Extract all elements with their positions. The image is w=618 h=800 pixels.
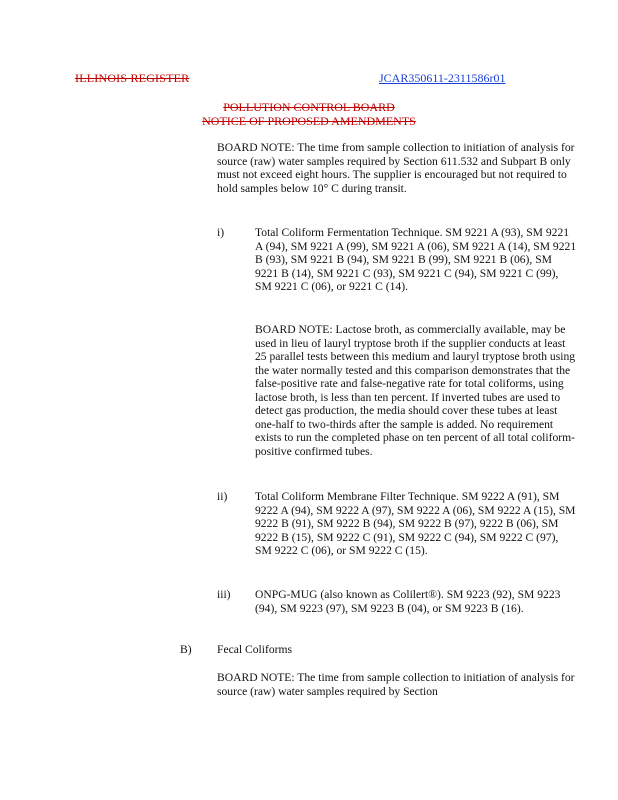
board-note-lactose-broth: BOARD NOTE: Lactose broth, as commercially available, may be used in lieu of lauryl tryptose broth if the supplier conducts at least 25 parallel tests between this medium and lauryl tryptose broth using the water normally tested and this comparison demonstrates that the false-positive rate and false-negative rate for total coliforms, using lactose broth, is less than ten percent. If inverted tubes are used to detect gas production, the media should cover these tubes at least one-half to two-thirds after the sample is added. No requirement exists to run the completed phase on ten percent of all total coliform-positive confirmed tubes. [255,323,576,458]
item-text-fermentation: Total Coliform Fermentation Technique. SM 9221 A (93), SM 9221 A (94), SM 9221 A (99), SM 9221 A (06), SM 9221 A (14), SM 9221 B (93), SM 9221 B (94), SM 9221 B (99), SM 9221 B (06), SM 9221 B (14), SM 9221 C (93), SM 9221 C (94), SM 9221 C (99), SM 9221 C (06), or 9221 C (14). [255,226,577,293]
item-label-ii: ii) [217,490,228,503]
jcar-reference: JCAR350611-2311586r01 [379,71,506,85]
board-title: POLLUTION CONTROL BOARD [223,100,395,114]
item-label-i: i) [217,226,225,239]
notice-title: NOTICE OF PROPOSED AMENDMENTS [202,114,416,128]
register-header: ILLINOIS REGISTER [75,71,190,85]
item-text-onpg-mug: ONPG-MUG (also known as Colilert®). SM 9223 (92), SM 9223 (94), SM 9223 (97), SM 9223 B (04), or SM 9223 B (16). [255,588,561,615]
board-note-fecal: BOARD NOTE: The time from sample collection to initiation of analysis for source (raw) water samples required by Section [217,671,575,698]
board-note-source-water: BOARD NOTE: The time from sample collection to initiation of analysis for source (raw) water samples required by Section 611.532 and Subpart B only must not exceed eight hours. The supplier is encouraged but not required to hold samples below 10° C during transit. [217,141,575,195]
item-text-membrane-filter: Total Coliform Membrane Filter Technique. SM 9222 A (91), SM 9222 A (94), SM 9222 A (97), SM 9222 A (06), SM 9222 A (15), SM 9222 B (91), SM 9222 B (94), SM 9222 B (97), 9222 B (06), SM 9222 B (15), SM 9222 C (91), SM 9222 C (94), SM 9222 C (97), SM 9222 C (06), or SM 9222 C (15). [255,490,576,557]
section-label-b: B) [180,643,192,656]
item-label-iii: iii) [217,588,231,601]
section-title-fecal-coliforms: Fecal Coliforms [217,643,293,656]
